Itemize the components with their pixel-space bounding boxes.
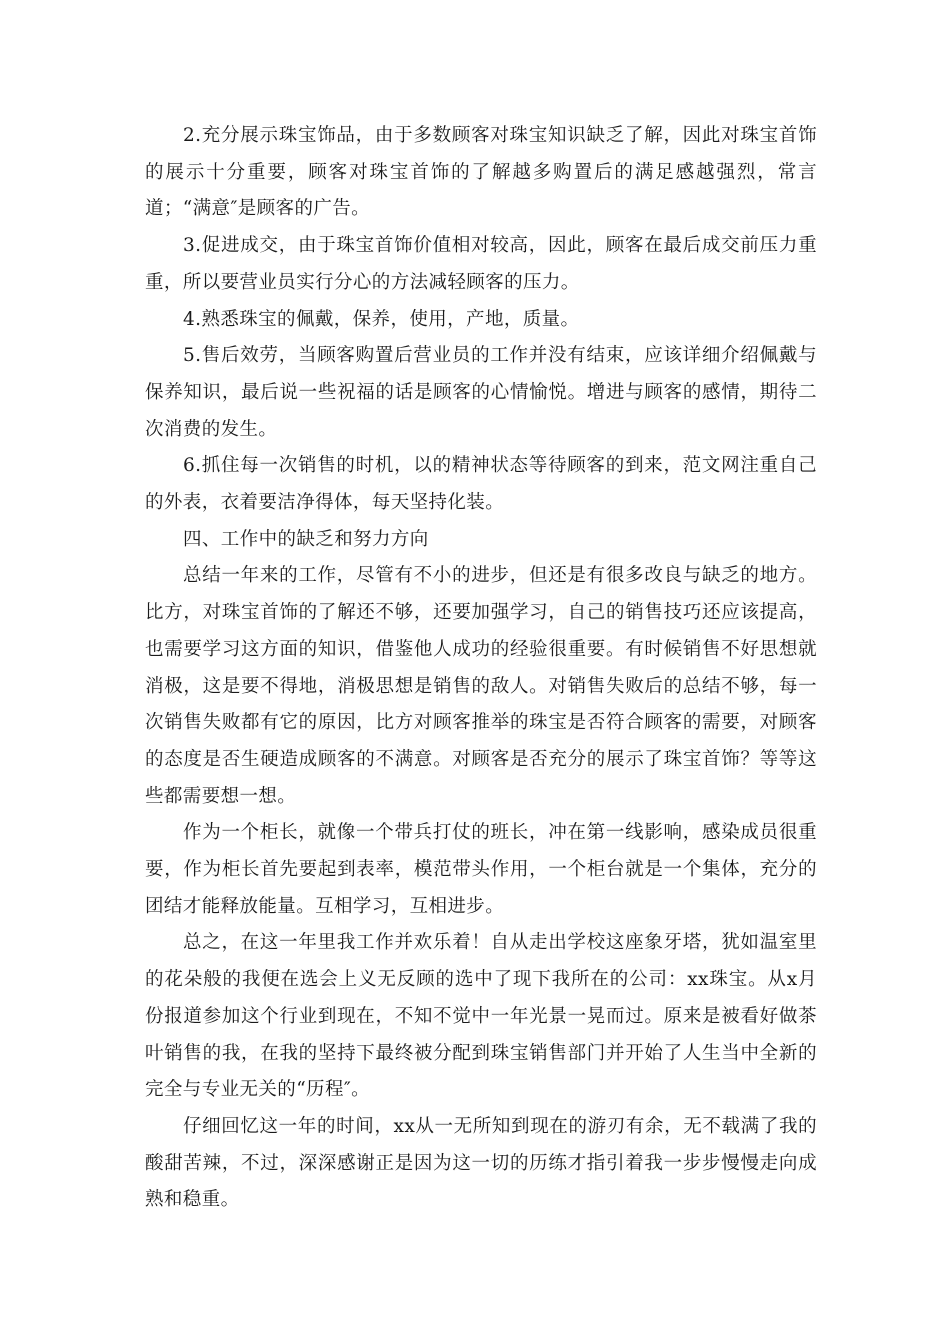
paragraph-reflection: 仔细回忆这一年的时间，xx从一无所知到现在的游刃有余，无不载满了我的酸甜苦辣，不过，深深感谢正是因为这一切的历练才指引着我一步步慢慢走向成熟和稳重。 <box>145 1115 817 1211</box>
paragraph-close-deal: 3.促进成交，由于珠宝首饰价值相对较高，因此，顾客在最后成交前压力重重，所以要营业员实行分心的方法减轻顾客的压力。 <box>145 235 817 293</box>
paragraph-display-jewelry: 2.充分展示珠宝饰品，由于多数顾客对珠宝知识缺乏了解，因此对珠宝首饰的展示十分重要，顾客对珠宝首饰的了解越多购置后的满足感越强烈，常言道；“满意″是顾客的广告。 <box>145 125 817 220</box>
paragraph-conclusion: 总之，在这一年里我工作并欢乐着！自从走出学校这座象牙塔，犹如温室里的花朵般的我便在选会上义无反顾的选中了现下我所在的公司：xx珠宝。从x月份报道参加这个行业到现在，不知不觉中一年光景一晃而过。原来是被看好做茶叶销售的我，在我的坚持下最终被分配到珠宝销售部门并开始了人生当中全新的完全与专业无关的“历程″。 <box>145 932 817 1101</box>
section-heading-shortcomings: 四、工作中的缺乏和努力方向 <box>183 528 429 550</box>
document-body <box>145 118 817 1219</box>
paragraph-seize-opportunity: 6.抓住每一次销售的时机，以的精神状态等待顾客的到来，范文网注重自己的外表，衣着要洁净得体，每天坚持化装。 <box>145 455 817 514</box>
paragraph-counter-leader: 作为一个柜长，就像一个带兵打仗的班长，冲在第一线影响，感染成员很重要，作为柜长首先要起到表率，模范带头作用，一个柜台就是一个集体，充分的团结才能释放能量。互相学习，互相进步。 <box>145 822 817 917</box>
paragraph-year-summary: 总结一年来的工作，尽管有不小的进步，但还是有很多改良与缺乏的地方。比方，对珠宝首饰的了解还不够，还要加强学习，自己的销售技巧还应该提高，也需要学习这方面的知识，借鉴他人成功的经验很重要。有时候销售不好思想就消极，这是要不得地，消极思想是销售的敌人。对销售失败后的总结不够，每一次销售失败都有它的原因，比方对顾客推举的珠宝是否符合顾客的需要，对顾客的态度是否生硬造成顾客的不满意。对顾客是否充分的展示了珠宝首饰？等等这些都需要想一想。 <box>145 565 817 807</box>
paragraph-familiar-jewelry: 4.熟悉珠宝的佩戴，保养，使用，产地，质量。 <box>183 308 580 330</box>
paragraph-after-sales: 5.售后效劳，当顾客购置后营业员的工作并没有结束，应该详细介绍佩戴与保养知识，最后说一些祝福的话是顾客的心情愉悦。增进与顾客的感情，期待二次消费的发生。 <box>145 345 817 440</box>
